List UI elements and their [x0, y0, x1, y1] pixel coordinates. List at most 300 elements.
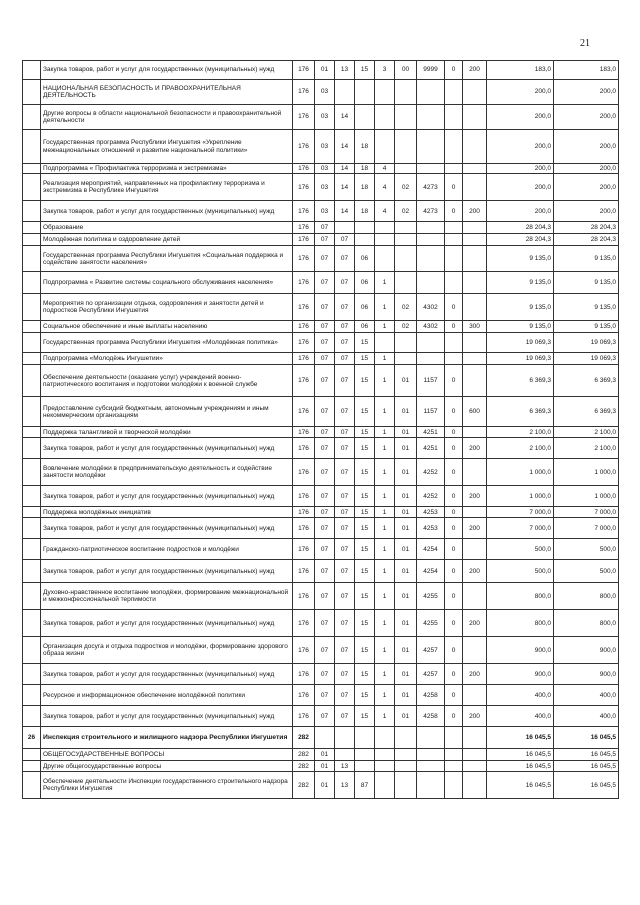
section-code-cell: 07	[315, 486, 335, 507]
name-cell: Гражданско-патриотическое воспитание подростков и молодёжи	[41, 539, 293, 560]
main-event-code-cell	[395, 772, 417, 799]
program-code-cell: 15	[355, 397, 375, 427]
name-cell: Предоставление субсидий бюджетным, автономным учреждениям и иным некоммерческим организациям	[41, 397, 293, 427]
amount-total-cell: 7 000,0	[554, 518, 619, 539]
sub-code-cell: 0	[445, 438, 463, 459]
amount-cell: 16 045,5	[487, 727, 554, 749]
program-code-cell: 15	[355, 333, 375, 353]
main-event-code-cell	[395, 80, 417, 105]
amount-total-cell: 16 045,5	[554, 749, 619, 761]
ministry-code-cell: 176	[293, 272, 315, 294]
amount-total-cell: 900,0	[554, 637, 619, 664]
direction-code-cell	[417, 761, 445, 772]
program-code-cell: 15	[355, 560, 375, 583]
direction-code-cell: 4258	[417, 685, 445, 706]
subprogram-code-cell: 1	[375, 427, 395, 438]
name-cell: Обеспечение деятельности (оказание услуг) учреждений военно-патриотического воспитания и подготовки молодёжи к военной службе	[41, 365, 293, 397]
direction-code-cell	[417, 246, 445, 272]
row-number-cell	[23, 438, 41, 459]
table-row	[23, 486, 619, 507]
main-event-code-cell: 02	[395, 174, 417, 201]
subsection-code-cell: 07	[335, 353, 355, 365]
section-code-cell: 07	[315, 664, 335, 685]
table-row	[23, 438, 619, 459]
program-code-cell: 15	[355, 664, 375, 685]
subsection-code-cell: 07	[335, 294, 355, 321]
amount-cell: 16 045,5	[487, 772, 554, 799]
sub-code-cell	[445, 246, 463, 272]
amount-total-cell: 6 369,3	[554, 397, 619, 427]
sub-code-cell	[445, 761, 463, 772]
name-cell: Образование	[41, 222, 293, 234]
main-event-code-cell: 01	[395, 518, 417, 539]
subprogram-code-cell: 1	[375, 272, 395, 294]
table-row	[23, 706, 619, 727]
ministry-code-cell: 176	[293, 222, 315, 234]
table-row	[23, 294, 619, 321]
ministry-code-cell: 176	[293, 174, 315, 201]
expense-type-cell	[463, 459, 487, 486]
table-row	[23, 637, 619, 664]
amount-total-cell: 16 045,5	[554, 727, 619, 749]
amount-total-cell: 9 135,0	[554, 272, 619, 294]
subsection-code-cell: 13	[335, 761, 355, 772]
section-code-cell: 07	[315, 560, 335, 583]
main-event-code-cell	[395, 105, 417, 130]
table-row	[23, 321, 619, 333]
program-code-cell: 18	[355, 201, 375, 222]
section-code-cell: 07	[315, 459, 335, 486]
section-code-cell: 07	[315, 365, 335, 397]
name-cell: Поддержка молодёжных инициатив	[41, 507, 293, 518]
ministry-code-cell: 176	[293, 637, 315, 664]
subsection-code-cell: 07	[335, 365, 355, 397]
amount-cell: 6 369,3	[487, 365, 554, 397]
amount-cell: 900,0	[487, 637, 554, 664]
name-cell: Реализация мероприятий, направленных на профилактику терроризма и экстремизма в Республике Ингушетия	[41, 174, 293, 201]
amount-cell: 16 045,5	[487, 749, 554, 761]
amount-total-cell: 7 000,0	[554, 507, 619, 518]
amount-cell: 400,0	[487, 706, 554, 727]
main-event-code-cell: 01	[395, 397, 417, 427]
expense-type-cell	[463, 164, 487, 174]
ministry-code-cell: 176	[293, 583, 315, 610]
ministry-code-cell: 176	[293, 610, 315, 637]
amount-total-cell: 800,0	[554, 610, 619, 637]
row-number-cell	[23, 365, 41, 397]
direction-code-cell: 4273	[417, 174, 445, 201]
table-row	[23, 761, 619, 772]
expense-type-cell: 300	[463, 321, 487, 333]
section-code-cell: 01	[315, 772, 335, 799]
amount-total-cell: 2 100,0	[554, 427, 619, 438]
amount-cell: 200,0	[487, 80, 554, 105]
name-cell: Государственная программа Республики Ингушетия «Социальная поддержка и содействие занятости населения»	[41, 246, 293, 272]
sub-code-cell: 0	[445, 664, 463, 685]
program-code-cell: 15	[355, 610, 375, 637]
subprogram-code-cell: 1	[375, 560, 395, 583]
program-code-cell	[355, 234, 375, 246]
direction-code-cell: 9999	[417, 61, 445, 80]
direction-code-cell	[417, 727, 445, 749]
subsection-code-cell: 14	[335, 174, 355, 201]
expense-type-cell	[463, 539, 487, 560]
direction-code-cell: 1157	[417, 365, 445, 397]
section-code-cell: 03	[315, 201, 335, 222]
ministry-code-cell: 176	[293, 234, 315, 246]
main-event-code-cell: 01	[395, 560, 417, 583]
section-code-cell: 07	[315, 438, 335, 459]
amount-cell: 400,0	[487, 685, 554, 706]
program-code-cell	[355, 727, 375, 749]
amount-cell: 9 135,0	[487, 272, 554, 294]
table-row	[23, 164, 619, 174]
direction-code-cell: 4253	[417, 507, 445, 518]
sub-code-cell	[445, 105, 463, 130]
ministry-code-cell: 176	[293, 427, 315, 438]
name-cell: Вовлечение молодёжи в предпринимательскую деятельность и содействие занятости молодёжи	[41, 459, 293, 486]
amount-total-cell: 1 000,0	[554, 459, 619, 486]
table-row	[23, 749, 619, 761]
direction-code-cell: 4252	[417, 459, 445, 486]
amount-total-cell: 500,0	[554, 539, 619, 560]
amount-total-cell: 200,0	[554, 201, 619, 222]
amount-cell: 500,0	[487, 560, 554, 583]
name-cell: Государственная программа Республики Ингушетия «Молодёжная политика»	[41, 333, 293, 353]
section-code-cell: 07	[315, 222, 335, 234]
sub-code-cell: 0	[445, 560, 463, 583]
amount-cell: 200,0	[487, 174, 554, 201]
subprogram-code-cell: 4	[375, 201, 395, 222]
section-code-cell: 07	[315, 234, 335, 246]
expense-type-cell: 200	[463, 201, 487, 222]
subsection-code-cell: 07	[335, 397, 355, 427]
row-number-cell	[23, 664, 41, 685]
name-cell: Ресурсное и информационное обеспечение молодёжной политики	[41, 685, 293, 706]
expense-type-cell: 600	[463, 397, 487, 427]
expense-type-cell	[463, 294, 487, 321]
name-cell: Подпрограмма « Профилактика терроризма и экстремизма»	[41, 164, 293, 174]
row-number-cell	[23, 294, 41, 321]
subprogram-code-cell	[375, 749, 395, 761]
section-code-cell: 03	[315, 164, 335, 174]
expense-type-cell: 200	[463, 706, 487, 727]
subprogram-code-cell	[375, 234, 395, 246]
program-code-cell: 15	[355, 486, 375, 507]
subsection-code-cell: 07	[335, 583, 355, 610]
amount-total-cell: 200,0	[554, 105, 619, 130]
program-code-cell: 18	[355, 174, 375, 201]
section-code-cell: 07	[315, 294, 335, 321]
section-code-cell: 07	[315, 518, 335, 539]
row-number-cell	[23, 610, 41, 637]
subsection-code-cell: 07	[335, 234, 355, 246]
subprogram-code-cell	[375, 130, 395, 164]
name-cell: Закупка товаров, работ и услуг для государственных (муниципальных) нужд	[41, 610, 293, 637]
main-event-code-cell: 02	[395, 201, 417, 222]
ministry-code-cell: 176	[293, 664, 315, 685]
expense-type-cell	[463, 637, 487, 664]
expense-type-cell	[463, 685, 487, 706]
sub-code-cell: 0	[445, 294, 463, 321]
ministry-code-cell: 176	[293, 80, 315, 105]
amount-cell: 16 045,5	[487, 761, 554, 772]
main-event-code-cell	[395, 727, 417, 749]
section-code-cell: 07	[315, 272, 335, 294]
row-number-cell	[23, 539, 41, 560]
ministry-code-cell: 176	[293, 130, 315, 164]
main-event-code-cell	[395, 164, 417, 174]
program-code-cell	[355, 222, 375, 234]
table-row	[23, 222, 619, 234]
name-cell: Подпрограмма «Молодёжь Ингушетии»	[41, 353, 293, 365]
main-event-code-cell: 01	[395, 706, 417, 727]
program-code-cell: 87	[355, 772, 375, 799]
direction-code-cell	[417, 353, 445, 365]
subprogram-code-cell	[375, 772, 395, 799]
main-event-code-cell: 01	[395, 637, 417, 664]
name-cell: Закупка товаров, работ и услуг для государственных (муниципальных) нужд	[41, 201, 293, 222]
sub-code-cell: 0	[445, 518, 463, 539]
table-row	[23, 365, 619, 397]
amount-total-cell: 200,0	[554, 164, 619, 174]
subprogram-code-cell: 1	[375, 518, 395, 539]
sub-code-cell	[445, 353, 463, 365]
row-number-cell	[23, 583, 41, 610]
expense-type-cell	[463, 105, 487, 130]
table-row	[23, 772, 619, 799]
amount-total-cell: 16 045,5	[554, 761, 619, 772]
subprogram-code-cell: 1	[375, 438, 395, 459]
section-code-cell: 03	[315, 130, 335, 164]
ministry-code-cell: 176	[293, 164, 315, 174]
row-number-cell	[23, 397, 41, 427]
sub-code-cell: 0	[445, 685, 463, 706]
table-row	[23, 246, 619, 272]
subprogram-code-cell	[375, 246, 395, 272]
sub-code-cell: 0	[445, 174, 463, 201]
program-code-cell: 06	[355, 321, 375, 333]
sub-code-cell: 0	[445, 397, 463, 427]
section-code-cell: 07	[315, 583, 335, 610]
main-event-code-cell	[395, 761, 417, 772]
program-code-cell: 15	[355, 685, 375, 706]
main-event-code-cell	[395, 272, 417, 294]
subprogram-code-cell: 1	[375, 365, 395, 397]
subsection-code-cell: 13	[335, 772, 355, 799]
row-number-cell	[23, 321, 41, 333]
ministry-code-cell: 176	[293, 201, 315, 222]
main-event-code-cell: 00	[395, 61, 417, 80]
subsection-code-cell	[335, 80, 355, 105]
sub-code-cell	[445, 80, 463, 105]
amount-cell: 7 000,0	[487, 518, 554, 539]
section-code-cell: 07	[315, 637, 335, 664]
section-code-cell: 01	[315, 61, 335, 80]
sub-code-cell	[445, 222, 463, 234]
sub-code-cell: 0	[445, 427, 463, 438]
section-code-cell: 07	[315, 246, 335, 272]
sub-code-cell: 0	[445, 61, 463, 80]
name-cell: Мероприятия по организации отдыха, оздоровления и занятости детей и подростков Республики Ингушетия	[41, 294, 293, 321]
amount-total-cell: 9 135,0	[554, 294, 619, 321]
direction-code-cell	[417, 105, 445, 130]
section-code-cell: 07	[315, 321, 335, 333]
section-code-cell: 03	[315, 105, 335, 130]
expense-type-cell	[463, 507, 487, 518]
table-row	[23, 174, 619, 201]
main-event-code-cell: 01	[395, 459, 417, 486]
subprogram-code-cell: 1	[375, 321, 395, 333]
expense-type-cell	[463, 727, 487, 749]
amount-total-cell: 500,0	[554, 560, 619, 583]
subsection-code-cell: 07	[335, 518, 355, 539]
amount-total-cell: 1 000,0	[554, 486, 619, 507]
name-cell: Закупка товаров, работ и услуг для государственных (муниципальных) нужд	[41, 61, 293, 80]
budget-table	[22, 60, 619, 799]
ministry-code-cell: 176	[293, 365, 315, 397]
row-number-cell	[23, 560, 41, 583]
ministry-code-cell: 176	[293, 333, 315, 353]
amount-cell: 2 100,0	[487, 427, 554, 438]
expense-type-cell	[463, 130, 487, 164]
subsection-code-cell: 07	[335, 539, 355, 560]
section-code-cell: 07	[315, 507, 335, 518]
row-number-cell	[23, 246, 41, 272]
subsection-code-cell: 07	[335, 459, 355, 486]
ministry-code-cell: 282	[293, 761, 315, 772]
expense-type-cell	[463, 174, 487, 201]
subsection-code-cell: 07	[335, 560, 355, 583]
program-code-cell: 06	[355, 294, 375, 321]
subsection-code-cell: 07	[335, 507, 355, 518]
row-number-cell	[23, 174, 41, 201]
ministry-code-cell: 176	[293, 560, 315, 583]
subprogram-code-cell: 4	[375, 174, 395, 201]
sub-code-cell: 0	[445, 321, 463, 333]
subprogram-code-cell: 1	[375, 664, 395, 685]
expense-type-cell: 200	[463, 560, 487, 583]
section-code-cell: 07	[315, 685, 335, 706]
subprogram-code-cell	[375, 761, 395, 772]
table-row	[23, 539, 619, 560]
program-code-cell: 18	[355, 164, 375, 174]
subsection-code-cell: 07	[335, 685, 355, 706]
section-code-cell: 01	[315, 761, 335, 772]
row-number-cell	[23, 105, 41, 130]
name-cell: Другие общегосударственные вопросы	[41, 761, 293, 772]
subsection-code-cell	[335, 749, 355, 761]
subprogram-code-cell	[375, 222, 395, 234]
expense-type-cell	[463, 246, 487, 272]
direction-code-cell	[417, 749, 445, 761]
name-cell: Духовно-нравственное воспитание молодёжи, формирование межнациональной и межконфессиональной терпимости	[41, 583, 293, 610]
section-code-cell: 07	[315, 397, 335, 427]
subsection-code-cell: 07	[335, 438, 355, 459]
amount-cell: 28 204,3	[487, 234, 554, 246]
subsection-code-cell: 07	[335, 321, 355, 333]
subsection-code-cell: 07	[335, 664, 355, 685]
subprogram-code-cell: 1	[375, 353, 395, 365]
expense-type-cell	[463, 353, 487, 365]
program-code-cell: 15	[355, 583, 375, 610]
amount-cell: 7 000,0	[487, 507, 554, 518]
row-number-cell	[23, 507, 41, 518]
direction-code-cell: 4251	[417, 438, 445, 459]
amount-cell: 200,0	[487, 105, 554, 130]
expense-type-cell	[463, 761, 487, 772]
program-code-cell: 15	[355, 438, 375, 459]
sub-code-cell: 0	[445, 610, 463, 637]
subprogram-code-cell: 1	[375, 706, 395, 727]
subprogram-code-cell	[375, 105, 395, 130]
section-code-cell	[315, 727, 335, 749]
name-cell: Подпрограмма « Развитие системы социального обслуживания населения»	[41, 272, 293, 294]
subprogram-code-cell: 1	[375, 685, 395, 706]
sub-code-cell	[445, 772, 463, 799]
sub-code-cell: 0	[445, 201, 463, 222]
sub-code-cell	[445, 164, 463, 174]
main-event-code-cell: 01	[395, 427, 417, 438]
table-row	[23, 459, 619, 486]
amount-cell: 1 000,0	[487, 486, 554, 507]
direction-code-cell	[417, 130, 445, 164]
name-cell: Организация досуга и отдыха подростков и молодёжи, формирование здорового образа жизни	[41, 637, 293, 664]
name-cell: Социальное обеспечение и иные выплаты населению	[41, 321, 293, 333]
name-cell: Поддержка талантливой и творческой молодёжи	[41, 427, 293, 438]
expense-type-cell	[463, 80, 487, 105]
ministry-code-cell: 176	[293, 321, 315, 333]
section-code-cell: 01	[315, 749, 335, 761]
table-row	[23, 80, 619, 105]
section-code-cell: 07	[315, 427, 335, 438]
expense-type-cell	[463, 749, 487, 761]
ministry-code-cell: 176	[293, 706, 315, 727]
direction-code-cell: 4273	[417, 201, 445, 222]
amount-cell: 800,0	[487, 583, 554, 610]
amount-total-cell: 200,0	[554, 174, 619, 201]
section-code-cell: 07	[315, 706, 335, 727]
subprogram-code-cell: 1	[375, 637, 395, 664]
sub-code-cell: 0	[445, 706, 463, 727]
section-code-cell: 07	[315, 539, 335, 560]
table-row	[23, 518, 619, 539]
row-number-cell	[23, 272, 41, 294]
program-code-cell: 15	[355, 539, 375, 560]
sub-code-cell	[445, 727, 463, 749]
subsection-code-cell: 07	[335, 427, 355, 438]
amount-total-cell: 19 069,3	[554, 333, 619, 353]
section-code-cell: 07	[315, 610, 335, 637]
row-number-cell	[23, 234, 41, 246]
row-number-cell	[23, 518, 41, 539]
expense-type-cell: 200	[463, 438, 487, 459]
program-code-cell: 15	[355, 459, 375, 486]
subsection-code-cell	[335, 222, 355, 234]
ministry-code-cell: 176	[293, 397, 315, 427]
row-number-cell	[23, 80, 41, 105]
row-number-cell	[23, 761, 41, 772]
direction-code-cell: 4257	[417, 637, 445, 664]
expense-type-cell: 200	[463, 486, 487, 507]
direction-code-cell	[417, 234, 445, 246]
section-code-cell: 07	[315, 353, 335, 365]
main-event-code-cell	[395, 333, 417, 353]
direction-code-cell: 4251	[417, 427, 445, 438]
row-number-cell: 26	[23, 727, 41, 749]
amount-cell: 200,0	[487, 130, 554, 164]
amount-total-cell: 16 045,5	[554, 772, 619, 799]
